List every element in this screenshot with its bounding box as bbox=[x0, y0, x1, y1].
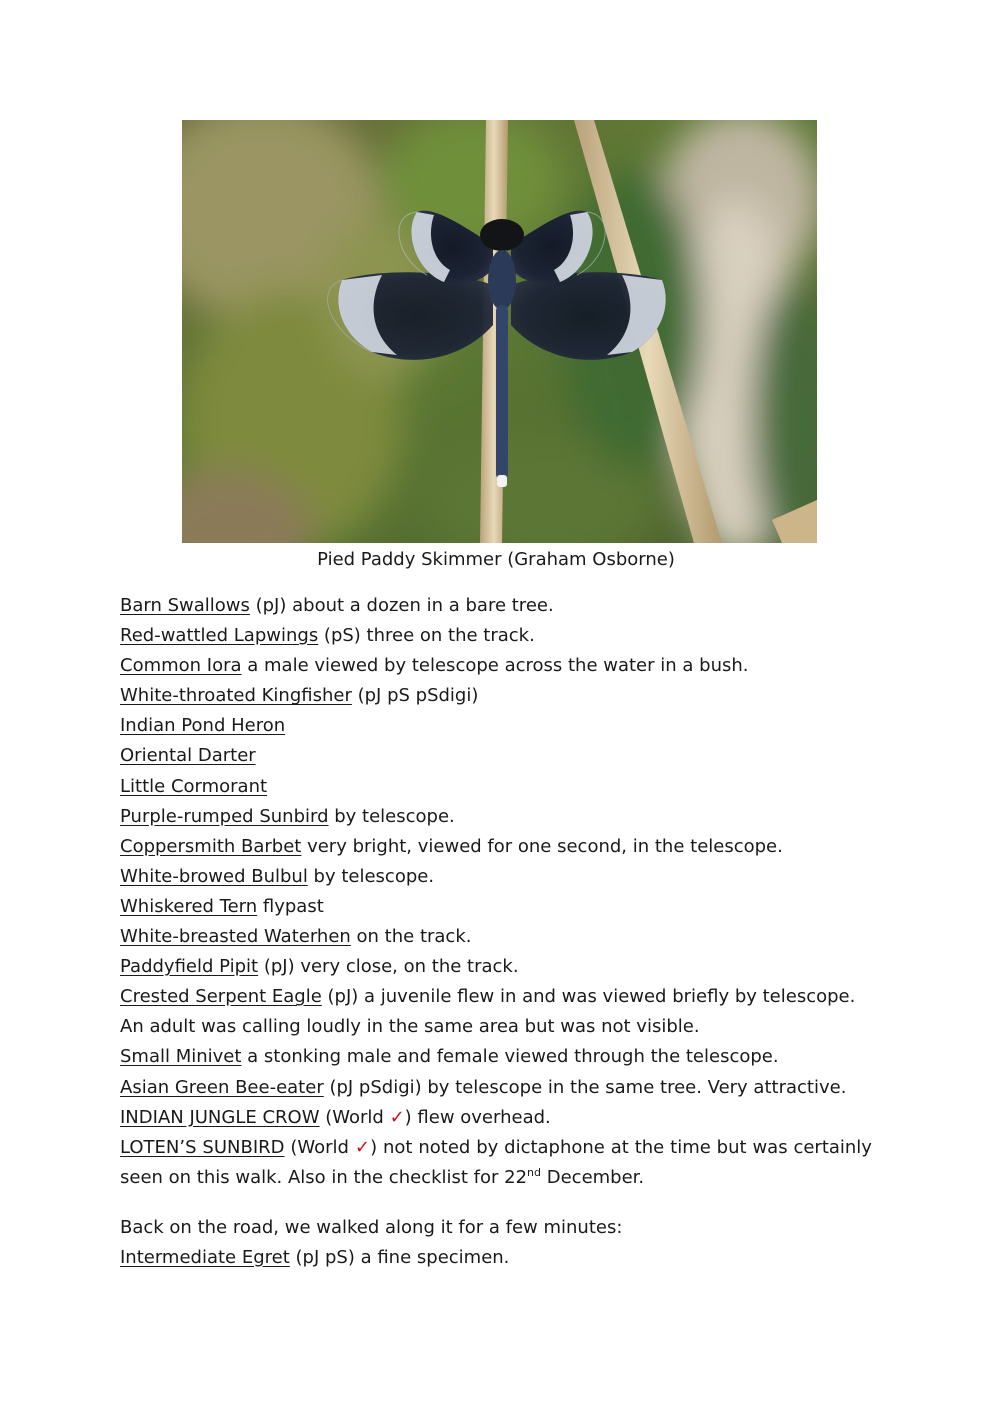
species-name: Crested Serpent Eagle bbox=[120, 986, 322, 1008]
species-name: INDIAN JUNGLE CROW bbox=[120, 1106, 320, 1128]
species-entry bbox=[120, 681, 872, 711]
crow-entry bbox=[120, 1103, 872, 1133]
species-note: flypast bbox=[257, 895, 324, 917]
checkmark-icon: ✓ bbox=[354, 1136, 371, 1158]
crow-note: ) flew overhead. bbox=[404, 1106, 551, 1128]
species-name: White-breasted Waterhen bbox=[120, 926, 351, 948]
photo-caption: Pied Paddy Skimmer (Graham Osborne) bbox=[317, 549, 675, 570]
species-note: by telescope. bbox=[328, 805, 455, 827]
species-entry bbox=[120, 651, 872, 681]
species-note: by telescope. bbox=[307, 865, 435, 887]
species-name: Little Cormorant bbox=[120, 775, 268, 797]
species-name: Indian Pond Heron bbox=[120, 715, 286, 737]
species-entry bbox=[120, 711, 872, 741]
ordinal-suffix: nd bbox=[527, 1165, 542, 1179]
species-entry bbox=[120, 1042, 872, 1072]
loten-note-end: December. bbox=[541, 1166, 645, 1188]
species-note: (pJ) about a dozen in a bare tree. bbox=[249, 595, 554, 616]
species-note: a stonking male and female viewed through the telescope. bbox=[241, 1046, 779, 1068]
world-label: (World bbox=[284, 1136, 355, 1158]
species-note: on the track. bbox=[350, 926, 472, 948]
species-name: White-throated Kingfisher bbox=[120, 685, 352, 707]
species-entry bbox=[120, 741, 872, 771]
species-name: Paddyfield Pipit bbox=[120, 956, 259, 978]
species-entry bbox=[120, 952, 872, 982]
species-note: (pJ pSdigi) by telescope in the same tree. Very attractive. bbox=[323, 1076, 847, 1098]
loten-note: ) not noted by dictaphone at the time but was certainly seen on this walk. Also in the checklist for 22 bbox=[120, 1136, 872, 1188]
species-entry bbox=[120, 832, 872, 862]
species-entry bbox=[120, 591, 872, 621]
species-note: (pJ pS) a fine specimen. bbox=[289, 1246, 510, 1268]
species-name: Common Iora bbox=[120, 655, 242, 677]
species-entry bbox=[120, 982, 872, 1012]
species-name: Red-wattled Lapwings bbox=[120, 625, 319, 647]
species-note: a male viewed by telescope across the water in a bush. bbox=[241, 655, 749, 677]
checkmark-icon: ✓ bbox=[389, 1106, 405, 1128]
species-entry bbox=[120, 862, 872, 892]
species-name: Whiskered Tern bbox=[120, 895, 258, 917]
species-note: (pJ) very close, on the track. bbox=[258, 956, 519, 978]
species-name: White-browed Bulbul bbox=[120, 865, 308, 887]
dragonfly-photo bbox=[182, 120, 817, 543]
species-entry bbox=[120, 621, 872, 651]
species-note: (pS) three on the track. bbox=[318, 625, 535, 647]
species-name: Oriental Darter bbox=[120, 745, 256, 767]
species-entry bbox=[120, 922, 872, 952]
species-entry bbox=[120, 772, 872, 802]
species-entry bbox=[120, 1073, 872, 1103]
road-intro: Back on the road, we walked along it for a few minutes: bbox=[120, 1216, 623, 1238]
eagle-note: An adult was calling loudly in the same area but was not visible. bbox=[120, 1016, 700, 1038]
species-name: Barn Swallows bbox=[120, 595, 250, 616]
species-name: Small Minivet bbox=[120, 1046, 242, 1068]
species-name: Intermediate Egret bbox=[120, 1246, 290, 1268]
species-note: (pJ) a juvenile flew in and was viewed briefly by telescope. bbox=[321, 986, 856, 1008]
world-label: (World bbox=[319, 1106, 390, 1128]
loten-entry bbox=[120, 1133, 872, 1193]
species-name: Purple-rumped Sunbird bbox=[120, 805, 329, 827]
species-entry bbox=[120, 802, 872, 832]
species-note: very bright, viewed for one second, in the telescope. bbox=[301, 835, 783, 857]
species-name: LOTEN’S SUNBIRD bbox=[120, 1136, 285, 1158]
species-entry bbox=[120, 892, 872, 922]
species-name: Asian Green Bee-eater bbox=[120, 1076, 324, 1098]
species-name: Coppersmith Barbet bbox=[120, 835, 302, 857]
sightings-list bbox=[120, 591, 872, 1273]
species-note: (pJ pS pSdigi) bbox=[351, 685, 479, 707]
egret-entry bbox=[120, 1243, 872, 1273]
